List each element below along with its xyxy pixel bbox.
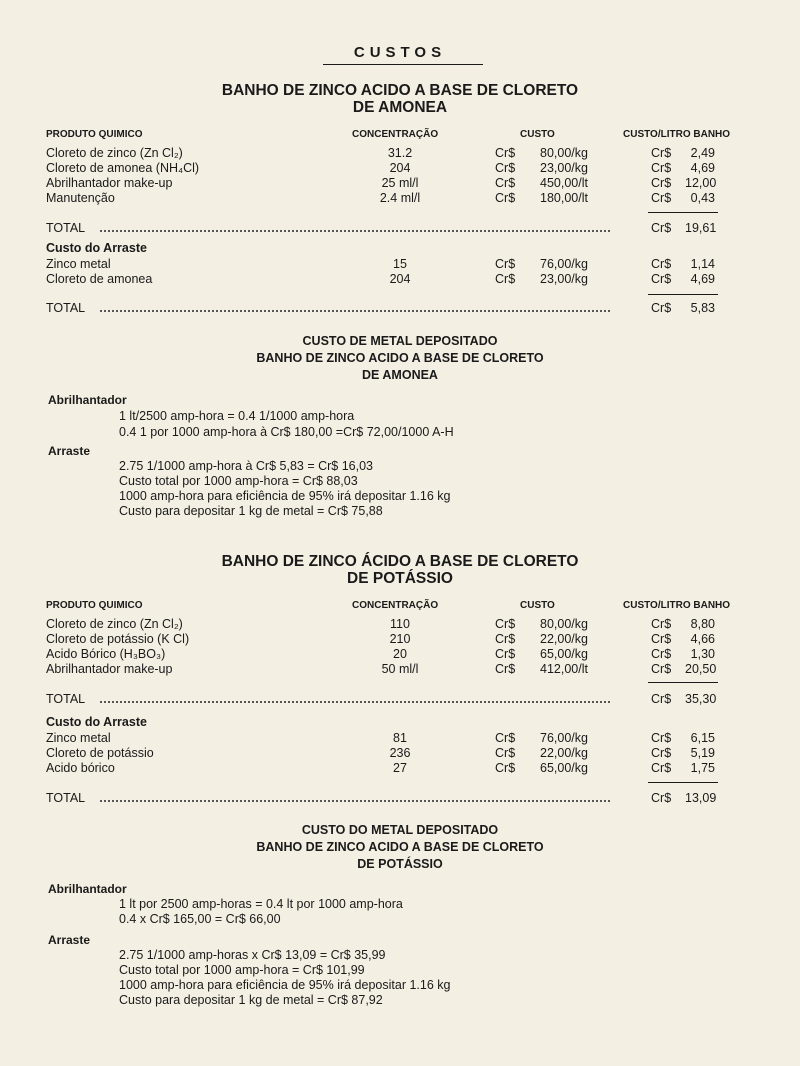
cell-cost-per-liter: 0,43 bbox=[690, 191, 715, 205]
cell-currency: Cr$ bbox=[495, 257, 516, 271]
table-row bbox=[0, 146, 800, 161]
cell-currency: Cr$ bbox=[495, 632, 516, 646]
cell-currency: Cr$ bbox=[651, 221, 672, 235]
total-label: TOTAL bbox=[46, 791, 86, 805]
total-label: TOTAL bbox=[46, 221, 86, 235]
table-row bbox=[0, 272, 800, 287]
cell-currency: Cr$ bbox=[495, 761, 516, 775]
cell-cost-per-liter: 1,14 bbox=[690, 257, 715, 271]
dot-leader bbox=[100, 310, 610, 312]
cell-currency: Cr$ bbox=[495, 146, 516, 160]
table-row bbox=[0, 731, 800, 746]
cell-product: Acido Bórico (H₃BO₃) bbox=[46, 647, 166, 661]
cell-currency: Cr$ bbox=[651, 731, 672, 745]
cell-currency: Cr$ bbox=[651, 272, 672, 286]
cell-cost: 65,00/kg bbox=[540, 761, 588, 775]
table-row bbox=[0, 647, 800, 662]
drag-cost-label-row bbox=[0, 241, 800, 256]
total-value: 5,83 bbox=[690, 301, 715, 315]
calc-line: 1000 amp-hora para eficiência de 95% irá depositar 1.16 kg bbox=[119, 978, 451, 992]
drag-cost-label: Custo do Arraste bbox=[46, 715, 147, 729]
cell-cost: 65,00/kg bbox=[540, 647, 588, 661]
section3-table-header bbox=[0, 598, 800, 613]
cell-currency: Cr$ bbox=[495, 617, 516, 631]
total-value: 35,30 bbox=[685, 692, 717, 706]
cell-cost-per-liter: 12,00 bbox=[685, 176, 717, 190]
calc-line: Custo para depositar 1 kg de metal = Cr$ 87,92 bbox=[119, 993, 383, 1007]
cell-concentration: 50 ml/l bbox=[381, 662, 419, 676]
cell-concentration: 31.2 bbox=[387, 146, 413, 160]
cell-cost-per-liter: 8,80 bbox=[690, 617, 715, 631]
total-row bbox=[0, 791, 800, 806]
calc-line: 1000 amp-hora para eficiência de 95% irá depositar 1.16 kg bbox=[119, 489, 451, 503]
cell-currency: Cr$ bbox=[651, 146, 672, 160]
table-row bbox=[0, 617, 800, 632]
cell-cost: 412,00/lt bbox=[540, 662, 588, 676]
cell-product: Zinco metal bbox=[46, 257, 111, 271]
cell-currency: Cr$ bbox=[495, 161, 516, 175]
table-row bbox=[0, 257, 800, 272]
cell-cost-per-liter: 4,69 bbox=[690, 272, 715, 286]
cell-cost-per-liter: 4,69 bbox=[690, 161, 715, 175]
total-row bbox=[0, 692, 800, 707]
cell-concentration: 204 bbox=[389, 161, 411, 175]
cell-cost: 23,00/kg bbox=[540, 161, 588, 175]
header-concentration: CONCENTRAÇÃO bbox=[352, 129, 439, 140]
cell-currency: Cr$ bbox=[651, 647, 672, 661]
cell-currency: Cr$ bbox=[651, 301, 672, 315]
cell-product: Cloreto de zinco (Zn Cl₂) bbox=[46, 617, 183, 631]
cell-product: Zinco metal bbox=[46, 731, 111, 745]
calc-line: 1 lt por 2500 amp-horas = 0.4 lt por 1000 amp-hora bbox=[119, 897, 403, 911]
section1-heading-line1: BANHO DE ZINCO ACIDO A BASE DE CLORETO bbox=[221, 82, 579, 99]
section4-heading-line3: DE POTÁSSIO bbox=[357, 857, 443, 871]
table-row bbox=[0, 176, 800, 191]
dot-leader bbox=[100, 230, 610, 232]
sum-rule bbox=[648, 782, 718, 783]
cell-cost: 80,00/kg bbox=[540, 617, 588, 631]
dot-leader bbox=[100, 701, 610, 703]
total-label: TOTAL bbox=[46, 301, 86, 315]
header-cost: CUSTO bbox=[520, 600, 555, 611]
cell-currency: Cr$ bbox=[495, 662, 516, 676]
cell-cost: 22,00/kg bbox=[540, 632, 588, 646]
header-product: PRODUTO QUIMICO bbox=[46, 129, 143, 140]
cell-currency: Cr$ bbox=[651, 617, 672, 631]
cell-concentration: 2.4 ml/l bbox=[379, 191, 421, 205]
header-cost: CUSTO bbox=[520, 129, 555, 140]
section4-heading-line2: BANHO DE ZINCO ACIDO A BASE DE CLORETO bbox=[256, 840, 544, 854]
section2-heading-line3: DE AMONEA bbox=[362, 368, 438, 382]
cell-currency: Cr$ bbox=[651, 191, 672, 205]
sum-rule bbox=[648, 212, 718, 213]
header-product: PRODUTO QUIMICO bbox=[46, 600, 143, 611]
section3-heading-line1: BANHO DE ZINCO ÁCIDO A BASE DE CLORETO bbox=[221, 553, 579, 570]
title-underline bbox=[323, 64, 483, 65]
cell-currency: Cr$ bbox=[651, 761, 672, 775]
cell-concentration: 110 bbox=[390, 617, 410, 631]
cell-product: Cloreto de amonea (NH₄Cl) bbox=[46, 161, 200, 175]
cell-currency: Cr$ bbox=[651, 176, 672, 190]
dot-leader bbox=[100, 800, 610, 802]
calc-line: 2.75 1/1000 amp-horas x Cr$ 13,09 = Cr$ 35,99 bbox=[119, 948, 386, 962]
cell-currency: Cr$ bbox=[651, 257, 672, 271]
page-title: CUSTOS bbox=[353, 44, 447, 61]
cell-currency: Cr$ bbox=[651, 662, 672, 676]
drag-cost-label-row bbox=[0, 715, 800, 730]
cell-currency: Cr$ bbox=[495, 731, 516, 745]
cell-currency: Cr$ bbox=[495, 191, 516, 205]
calc-line: 0.4 x Cr$ 165,00 = Cr$ 66,00 bbox=[119, 912, 281, 926]
table-row bbox=[0, 761, 800, 776]
table-row bbox=[0, 161, 800, 176]
cell-currency: Cr$ bbox=[651, 791, 672, 805]
drag-cost-label: Custo do Arraste bbox=[46, 241, 147, 255]
cell-concentration: 27 bbox=[393, 761, 407, 775]
calc-line: Custo para depositar 1 kg de metal = Cr$ 75,88 bbox=[119, 504, 383, 518]
cell-currency: Cr$ bbox=[651, 161, 672, 175]
cell-cost-per-liter: 6,15 bbox=[690, 731, 715, 745]
cell-concentration: 204 bbox=[389, 272, 411, 286]
cell-currency: Cr$ bbox=[651, 746, 672, 760]
header-cost-per-liter: CUSTO/LITRO BANHO bbox=[623, 129, 731, 140]
cell-product: Cloreto de potássio bbox=[46, 746, 154, 760]
brightener-label: Abrilhantador bbox=[48, 882, 127, 896]
cell-currency: Cr$ bbox=[651, 632, 672, 646]
total-row bbox=[0, 301, 800, 316]
cell-currency: Cr$ bbox=[495, 176, 516, 190]
cell-currency: Cr$ bbox=[495, 746, 516, 760]
section2-heading-line1: CUSTO DE METAL DEPOSITADO bbox=[302, 334, 498, 348]
cell-cost: 76,00/kg bbox=[540, 731, 588, 745]
table-row bbox=[0, 662, 800, 677]
brightener-label: Abrilhantador bbox=[48, 393, 127, 407]
sum-rule bbox=[648, 294, 718, 295]
cell-cost-per-liter: 1,30 bbox=[690, 647, 715, 661]
cell-product: Cloreto de potássio (K Cl) bbox=[46, 632, 190, 646]
total-value: 13,09 bbox=[685, 791, 717, 805]
table-row bbox=[0, 191, 800, 206]
calc-line: Custo total por 1000 amp-hora = Cr$ 88,03 bbox=[119, 474, 358, 488]
cell-cost: 76,00/kg bbox=[540, 257, 588, 271]
cell-cost-per-liter: 20,50 bbox=[685, 662, 717, 676]
calc-line: 2.75 1/1000 amp-hora à Cr$ 5,83 = Cr$ 16,03 bbox=[119, 459, 373, 473]
table-row bbox=[0, 746, 800, 761]
section2-heading-line2: BANHO DE ZINCO ACIDO A BASE DE CLORETO bbox=[256, 351, 544, 365]
cell-currency: Cr$ bbox=[651, 692, 672, 706]
calc-line: 1 lt/2500 amp-hora = 0.4 1/1000 amp-hora bbox=[119, 409, 355, 423]
cell-product: Acido bórico bbox=[46, 761, 115, 775]
cell-product: Abrilhantador make-up bbox=[46, 662, 173, 676]
cell-cost-per-liter: 5,19 bbox=[690, 746, 715, 760]
section3-heading-line2: DE POTÁSSIO bbox=[347, 570, 453, 587]
total-label: TOTAL bbox=[46, 692, 86, 706]
cell-currency: Cr$ bbox=[495, 272, 516, 286]
cell-concentration: 20 bbox=[393, 647, 407, 661]
drag-label: Arraste bbox=[48, 444, 91, 458]
drag-label: Arraste bbox=[48, 933, 91, 947]
cell-currency: Cr$ bbox=[495, 647, 516, 661]
total-row bbox=[0, 221, 800, 236]
cell-product: Manutenção bbox=[46, 191, 115, 205]
header-concentration: CONCENTRAÇÃO bbox=[352, 600, 439, 611]
cell-cost-per-liter: 4,66 bbox=[690, 632, 715, 646]
sum-rule bbox=[648, 682, 718, 683]
cell-cost: 22,00/kg bbox=[540, 746, 588, 760]
section1-heading-line2: DE AMONEA bbox=[352, 99, 448, 116]
cell-product: Abrilhantador make-up bbox=[46, 176, 173, 190]
cell-concentration: 236 bbox=[389, 746, 411, 760]
cell-cost: 23,00/kg bbox=[540, 272, 588, 286]
cell-cost: 180,00/lt bbox=[540, 191, 588, 205]
cell-cost: 80,00/kg bbox=[540, 146, 588, 160]
cell-cost-per-liter: 2,49 bbox=[690, 146, 715, 160]
table-row bbox=[0, 632, 800, 647]
cell-product: Cloreto de amonea bbox=[46, 272, 153, 286]
calc-line: 0.4 1 por 1000 amp-hora à Cr$ 180,00 =Cr$ 72,00/1000 A-H bbox=[119, 425, 454, 439]
cell-product: Cloreto de zinco (Zn Cl₂) bbox=[46, 146, 183, 160]
calc-line: Custo total por 1000 amp-hora = Cr$ 101,99 bbox=[119, 963, 365, 977]
total-value: 19,61 bbox=[685, 221, 717, 235]
cell-concentration: 15 bbox=[393, 257, 407, 271]
cell-concentration: 25 ml/l bbox=[381, 176, 419, 190]
cell-cost-per-liter: 1,75 bbox=[690, 761, 715, 775]
cell-cost: 450,00/lt bbox=[540, 176, 588, 190]
cell-concentration: 210 bbox=[389, 632, 411, 646]
cell-concentration: 81 bbox=[393, 731, 407, 745]
section4-heading-line1: CUSTO DO METAL DEPOSITADO bbox=[301, 823, 499, 837]
header-cost-per-liter: CUSTO/LITRO BANHO bbox=[623, 600, 731, 611]
section1-table-header bbox=[0, 127, 800, 142]
